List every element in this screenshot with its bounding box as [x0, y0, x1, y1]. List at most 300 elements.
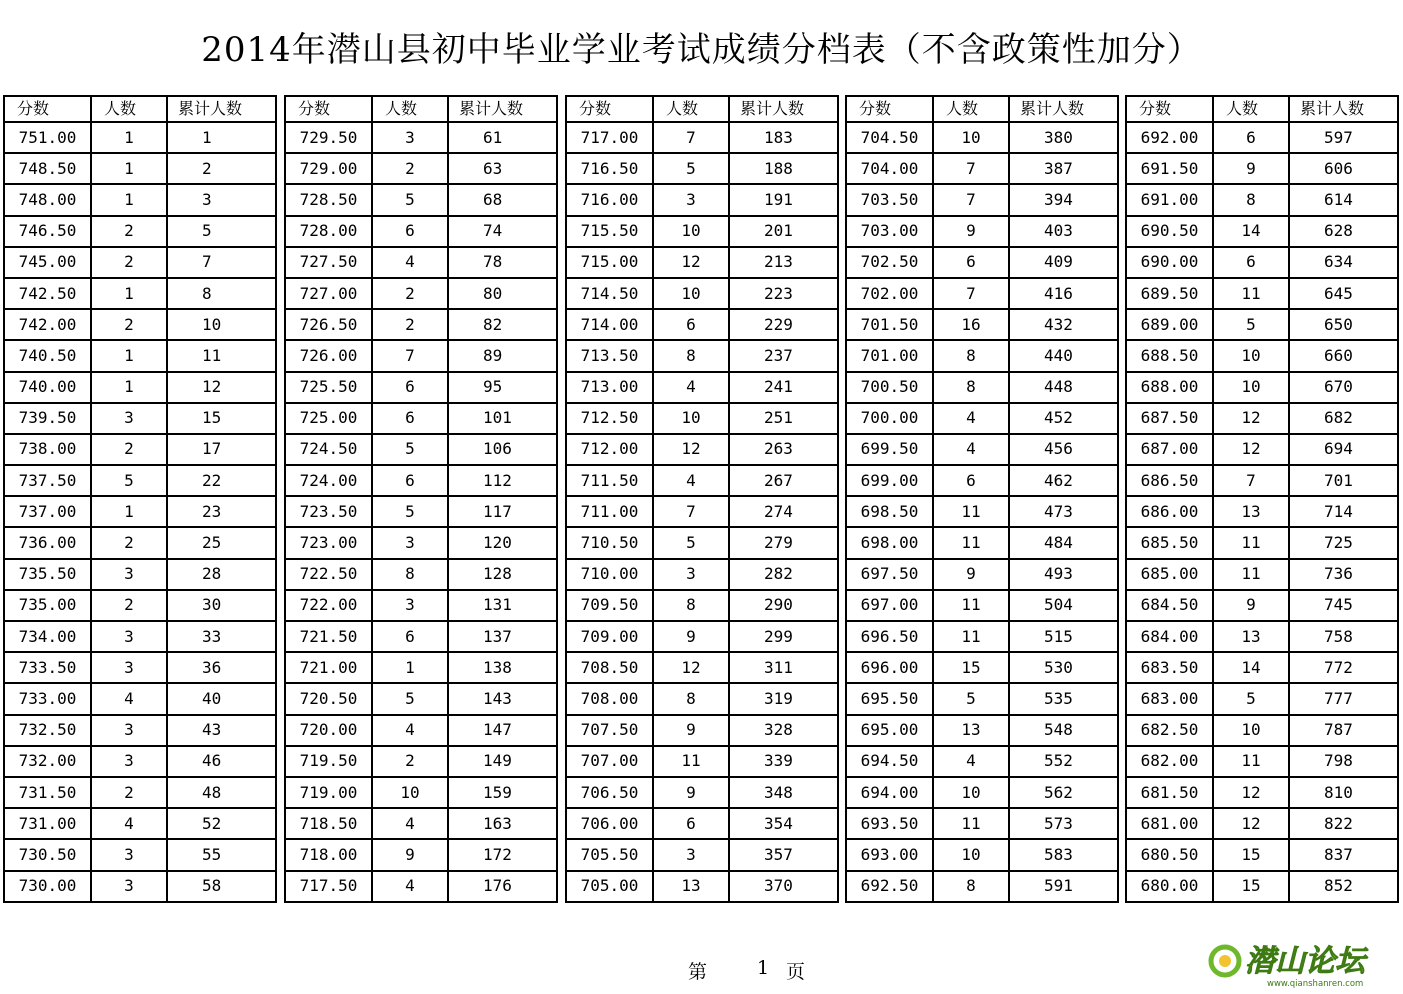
score-cell: 698.50	[847, 496, 933, 527]
page-prefix: 第	[688, 961, 708, 983]
score-header: 分数	[286, 97, 372, 122]
cumulative-cell: 143	[448, 683, 556, 714]
score-cell: 684.50	[1127, 590, 1213, 621]
count-cell: 10	[933, 777, 1009, 808]
score-cell: 712.00	[567, 434, 653, 465]
count-cell: 3	[653, 839, 729, 870]
cumulative-cell: 591	[1044, 876, 1073, 896]
table-row	[286, 683, 556, 714]
count-cell: 1	[91, 340, 167, 371]
count-cell: 9	[653, 777, 729, 808]
score-table	[847, 97, 1117, 901]
table-row	[286, 746, 556, 777]
count-cell: 6	[372, 403, 448, 434]
score-cell: 739.50	[5, 403, 91, 434]
count-cell: 2	[91, 216, 167, 247]
score-cell: 683.00	[1127, 683, 1213, 714]
cumulative-cell: 758	[1289, 621, 1397, 652]
table-row	[1127, 777, 1397, 808]
score-cell: 703.50	[847, 184, 933, 215]
table-row	[286, 777, 556, 808]
table-row	[286, 871, 556, 901]
score-cell: 728.50	[286, 184, 372, 215]
table-row	[847, 153, 1117, 184]
cumulative-cell: 46	[167, 746, 275, 777]
table-row	[567, 559, 837, 590]
cumulative-cell: 387	[1009, 153, 1117, 184]
table-row	[1127, 122, 1397, 153]
cumulative-cell: 172	[448, 839, 556, 870]
score-header: 分数	[5, 97, 91, 122]
count-cell: 10	[653, 278, 729, 309]
count-cell: 7	[933, 278, 1009, 309]
score-cell: 709.50	[567, 590, 653, 621]
cumulative-cell: 12	[167, 372, 275, 403]
count-cell: 8	[933, 871, 1009, 901]
cumulative-cell: 43	[167, 715, 275, 746]
score-cell: 685.50	[1127, 527, 1213, 558]
cumulative-cell: 357	[729, 839, 837, 870]
cumulative-cell: 822	[1289, 808, 1397, 839]
cumulative-cell: 354	[729, 808, 837, 839]
table-row	[5, 247, 275, 278]
page-title: 2014年潜山县初中毕业学业考试成绩分档表（不含政策性加分）	[201, 30, 1202, 70]
cumulative-cell: 15	[167, 403, 275, 434]
cumulative-cell: 10	[167, 309, 275, 340]
table-row	[286, 465, 556, 496]
count-cell: 6	[372, 216, 448, 247]
score-cell: 708.50	[567, 652, 653, 683]
score-cell: 700.00	[847, 403, 933, 434]
score-cell: 720.50	[286, 683, 372, 714]
count-cell: 16	[933, 309, 1009, 340]
count-cell: 14	[1213, 216, 1289, 247]
table-row	[847, 527, 1117, 558]
count-cell: 4	[653, 465, 729, 496]
cumulative-cell: 714	[1289, 496, 1397, 527]
cumulative-cell: 319	[729, 683, 837, 714]
table-row	[286, 122, 556, 153]
cumulative-cell: 229	[729, 309, 837, 340]
table-row	[5, 309, 275, 340]
cumulative-cell: 504	[1009, 590, 1117, 621]
cumulative-cell: 251	[729, 403, 837, 434]
table-row	[286, 527, 556, 558]
count-cell: 4	[933, 746, 1009, 777]
count-cell: 6	[933, 465, 1009, 496]
count-cell: 10	[653, 216, 729, 247]
table-row	[567, 278, 837, 309]
score-cell: 697.00	[847, 590, 933, 621]
cumulative-cell: 562	[1009, 777, 1117, 808]
table-row	[847, 403, 1117, 434]
score-cell: 725.00	[286, 403, 372, 434]
score-cell: 698.00	[847, 527, 933, 558]
count-cell: 3	[372, 527, 448, 558]
score-cell: 699.00	[847, 465, 933, 496]
cumulative-cell: 55	[167, 839, 275, 870]
count-cell: 6	[372, 621, 448, 652]
count-cell: 5	[372, 496, 448, 527]
count-cell: 15	[1213, 839, 1289, 870]
table-row	[5, 340, 275, 371]
table-row	[286, 340, 556, 371]
count-cell: 2	[372, 153, 448, 184]
cumulative-cell: 176	[483, 876, 512, 896]
cumulative-cell: 409	[1009, 247, 1117, 278]
table-row	[847, 621, 1117, 652]
count-cell: 11	[653, 746, 729, 777]
table-row	[567, 590, 837, 621]
table-row	[5, 527, 275, 558]
cumulative-cell: 61	[448, 122, 556, 153]
count-cell: 3	[372, 122, 448, 153]
cumulative-cell: 634	[1289, 247, 1397, 278]
cumulative-cell: 201	[729, 216, 837, 247]
table-row	[5, 559, 275, 590]
score-cell: 735.50	[5, 559, 91, 590]
cumulative-cell: 787	[1289, 715, 1397, 746]
cumulative-header: 累计人数	[448, 97, 556, 122]
count-cell: 3	[653, 184, 729, 215]
cumulative-cell: 810	[1289, 777, 1397, 808]
table-row	[1127, 808, 1397, 839]
cumulative-cell: 448	[1009, 372, 1117, 403]
score-cell: 700.50	[847, 372, 933, 403]
table-row	[567, 871, 837, 901]
score-cell: 727.50	[286, 247, 372, 278]
score-cell: 731.50	[5, 777, 91, 808]
forum-logo-graphic	[1205, 935, 1390, 990]
table-row	[847, 652, 1117, 683]
count-cell: 9	[933, 216, 1009, 247]
table-row	[286, 590, 556, 621]
table-row	[5, 465, 275, 496]
table-row	[5, 496, 275, 527]
table-row	[5, 777, 275, 808]
table-row	[567, 746, 837, 777]
count-cell: 5	[653, 527, 729, 558]
cumulative-cell: 52	[167, 808, 275, 839]
count-cell: 5	[1213, 309, 1289, 340]
page-number: 1	[757, 957, 770, 979]
score-cell: 688.00	[1127, 372, 1213, 403]
cumulative-cell: 380	[1009, 122, 1117, 153]
cumulative-cell: 1	[167, 122, 275, 153]
score-cell: 732.00	[5, 746, 91, 777]
table-row	[286, 216, 556, 247]
count-cell: 10	[653, 403, 729, 434]
cumulative-cell: 311	[729, 652, 837, 683]
score-cell: 706.00	[567, 808, 653, 839]
score-cell: 734.00	[5, 621, 91, 652]
cumulative-cell: 7	[167, 247, 275, 278]
score-table	[567, 97, 837, 901]
table-row	[847, 278, 1117, 309]
cumulative-header: 累计人数	[1289, 97, 1397, 122]
cumulative-cell: 628	[1289, 216, 1397, 247]
score-block-1	[3, 95, 277, 903]
cumulative-cell: 101	[448, 403, 556, 434]
table-row	[286, 278, 556, 309]
score-cell: 710.00	[567, 559, 653, 590]
cumulative-cell: 40	[167, 683, 275, 714]
count-cell: 8	[372, 559, 448, 590]
score-cell: 745.00	[5, 247, 91, 278]
score-cell: 702.50	[847, 247, 933, 278]
score-cell: 701.50	[847, 309, 933, 340]
score-cell: 718.50	[286, 808, 372, 839]
table-row	[5, 403, 275, 434]
table-row	[286, 559, 556, 590]
count-cell: 7	[653, 496, 729, 527]
cumulative-cell: 33	[167, 621, 275, 652]
score-cell: 694.50	[847, 746, 933, 777]
score-cell: 724.50	[286, 434, 372, 465]
count-cell: 11	[1213, 746, 1289, 777]
score-cell: 748.00	[5, 184, 91, 215]
count-cell: 3	[372, 590, 448, 621]
score-cell: 732.50	[5, 715, 91, 746]
count-cell: 13	[1213, 621, 1289, 652]
table-row	[286, 309, 556, 340]
cumulative-cell: 432	[1009, 309, 1117, 340]
score-cell: 721.50	[286, 621, 372, 652]
score-cell: 691.00	[1127, 184, 1213, 215]
cumulative-cell: 63	[448, 153, 556, 184]
score-cell: 726.50	[286, 309, 372, 340]
table-row	[286, 247, 556, 278]
count-cell: 10	[933, 839, 1009, 870]
count-cell: 5	[91, 465, 167, 496]
cumulative-cell: 8	[167, 278, 275, 309]
score-cell: 712.50	[567, 403, 653, 434]
count-cell: 9	[933, 559, 1009, 590]
score-cell: 696.50	[847, 621, 933, 652]
cumulative-cell: 78	[448, 247, 556, 278]
table-row	[286, 372, 556, 403]
cumulative-cell: 128	[448, 559, 556, 590]
cumulative-cell: 614	[1289, 184, 1397, 215]
count-cell: 12	[1213, 808, 1289, 839]
count-cell: 12	[1213, 777, 1289, 808]
count-cell: 7	[933, 153, 1009, 184]
cumulative-cell: 535	[1009, 683, 1117, 714]
count-cell: 13	[653, 871, 729, 901]
count-cell: 1	[91, 153, 167, 184]
count-cell: 1	[372, 652, 448, 683]
table-row	[1127, 309, 1397, 340]
cumulative-header: 累计人数	[167, 97, 275, 122]
score-cell: 713.00	[567, 372, 653, 403]
logo-text: 潜山论坛	[1245, 944, 1365, 979]
score-cell: 684.00	[1127, 621, 1213, 652]
table-row	[847, 372, 1117, 403]
score-cell: 694.00	[847, 777, 933, 808]
count-cell: 9	[653, 621, 729, 652]
cumulative-cell: 348	[729, 777, 837, 808]
cumulative-cell: 241	[729, 372, 837, 403]
count-cell: 8	[1213, 184, 1289, 215]
score-cell: 695.00	[847, 715, 933, 746]
cumulative-cell: 95	[448, 372, 556, 403]
count-cell: 15	[933, 652, 1009, 683]
score-cell: 683.50	[1127, 652, 1213, 683]
score-cell: 716.00	[567, 184, 653, 215]
count-cell: 11	[1213, 527, 1289, 558]
table-row	[5, 372, 275, 403]
table-row	[1127, 403, 1397, 434]
count-cell: 8	[933, 372, 1009, 403]
count-cell: 5	[653, 153, 729, 184]
cumulative-cell: 650	[1289, 309, 1397, 340]
table-row	[1127, 621, 1397, 652]
cumulative-cell: 416	[1009, 278, 1117, 309]
table-row	[1127, 184, 1397, 215]
table-row	[567, 403, 837, 434]
score-cell: 705.50	[567, 839, 653, 870]
table-row	[847, 216, 1117, 247]
score-cell: 690.50	[1127, 216, 1213, 247]
table-row	[567, 496, 837, 527]
count-cell: 10	[372, 777, 448, 808]
count-cell: 6	[933, 247, 1009, 278]
table-row	[567, 527, 837, 558]
cumulative-cell: 339	[729, 746, 837, 777]
table-row	[847, 309, 1117, 340]
cumulative-cell: 28	[167, 559, 275, 590]
count-cell: 3	[91, 559, 167, 590]
score-header: 分数	[1127, 97, 1213, 122]
cumulative-cell: 736	[1289, 559, 1397, 590]
count-cell: 4	[91, 683, 167, 714]
header-row	[5, 97, 275, 122]
score-cell: 682.50	[1127, 715, 1213, 746]
cumulative-cell: 36	[167, 652, 275, 683]
table-row	[567, 372, 837, 403]
cumulative-cell: 267	[729, 465, 837, 496]
table-row	[1127, 590, 1397, 621]
table-row	[5, 122, 275, 153]
table-row	[567, 777, 837, 808]
count-cell: 11	[933, 496, 1009, 527]
count-cell: 4	[372, 871, 448, 901]
score-cell: 703.00	[847, 216, 933, 247]
header-row	[847, 97, 1117, 122]
cumulative-cell: 403	[1009, 216, 1117, 247]
table-row	[1127, 871, 1397, 901]
count-cell: 1	[91, 496, 167, 527]
score-cell: 699.50	[847, 434, 933, 465]
cumulative-cell: 74	[448, 216, 556, 247]
cumulative-cell: 452	[1009, 403, 1117, 434]
table-row	[286, 715, 556, 746]
count-cell: 12	[1213, 434, 1289, 465]
table-row	[5, 590, 275, 621]
score-cell: 718.00	[286, 839, 372, 870]
score-cell: 728.00	[286, 216, 372, 247]
cumulative-cell: 25	[167, 527, 275, 558]
score-cell: 737.50	[5, 465, 91, 496]
count-cell: 8	[653, 590, 729, 621]
count-cell: 3	[653, 559, 729, 590]
score-cell: 709.00	[567, 621, 653, 652]
table-row	[847, 434, 1117, 465]
score-cell: 680.00	[1127, 871, 1213, 901]
count-cell: 2	[91, 309, 167, 340]
count-cell: 1	[91, 372, 167, 403]
score-cell: 721.00	[286, 652, 372, 683]
count-cell: 6	[653, 309, 729, 340]
count-cell: 2	[91, 247, 167, 278]
score-cell: 697.50	[847, 559, 933, 590]
score-cell: 686.50	[1127, 465, 1213, 496]
count-cell: 8	[933, 340, 1009, 371]
score-cell: 711.50	[567, 465, 653, 496]
count-cell: 11	[1213, 559, 1289, 590]
count-cell: 6	[1213, 122, 1289, 153]
table-row	[847, 715, 1117, 746]
score-cell: 707.50	[567, 715, 653, 746]
count-cell: 4	[372, 715, 448, 746]
cumulative-cell: 274	[729, 496, 837, 527]
table-row	[1127, 465, 1397, 496]
table-row	[847, 496, 1117, 527]
count-cell: 2	[91, 527, 167, 558]
cumulative-cell: 290	[729, 590, 837, 621]
table-row	[567, 621, 837, 652]
score-cell: 696.00	[847, 652, 933, 683]
count-cell: 7	[372, 340, 448, 371]
cumulative-cell: 645	[1289, 278, 1397, 309]
table-row	[847, 808, 1117, 839]
count-cell: 2	[372, 278, 448, 309]
cumulative-cell: 3	[167, 184, 275, 215]
cumulative-cell: 462	[1009, 465, 1117, 496]
cumulative-cell: 23	[167, 496, 275, 527]
cumulative-cell: 725	[1289, 527, 1397, 558]
score-cell: 751.00	[5, 122, 91, 153]
table-row	[1127, 340, 1397, 371]
count-cell: 5	[933, 683, 1009, 714]
score-cell: 688.50	[1127, 340, 1213, 371]
count-cell: 4	[91, 808, 167, 839]
cumulative-cell: 80	[448, 278, 556, 309]
score-cell: 692.50	[847, 871, 933, 901]
cumulative-cell: 82	[448, 309, 556, 340]
cumulative-cell: 370	[764, 876, 793, 896]
table-row	[847, 590, 1117, 621]
score-cell: 740.00	[5, 372, 91, 403]
page-suffix: 页	[786, 961, 806, 983]
count-cell: 6	[653, 808, 729, 839]
count-cell: 9	[653, 715, 729, 746]
table-row	[847, 746, 1117, 777]
score-cell: 733.00	[5, 683, 91, 714]
score-cell: 687.00	[1127, 434, 1213, 465]
cumulative-cell: 106	[448, 434, 556, 465]
count-cell: 14	[1213, 652, 1289, 683]
cumulative-cell: 573	[1009, 808, 1117, 839]
score-cell: 695.50	[847, 683, 933, 714]
count-cell: 3	[91, 746, 167, 777]
count-cell: 10	[1213, 372, 1289, 403]
score-cell: 719.00	[286, 777, 372, 808]
cumulative-cell: 493	[1009, 559, 1117, 590]
cumulative-cell: 213	[729, 247, 837, 278]
score-cell: 702.00	[847, 278, 933, 309]
cumulative-cell: 22	[167, 465, 275, 496]
